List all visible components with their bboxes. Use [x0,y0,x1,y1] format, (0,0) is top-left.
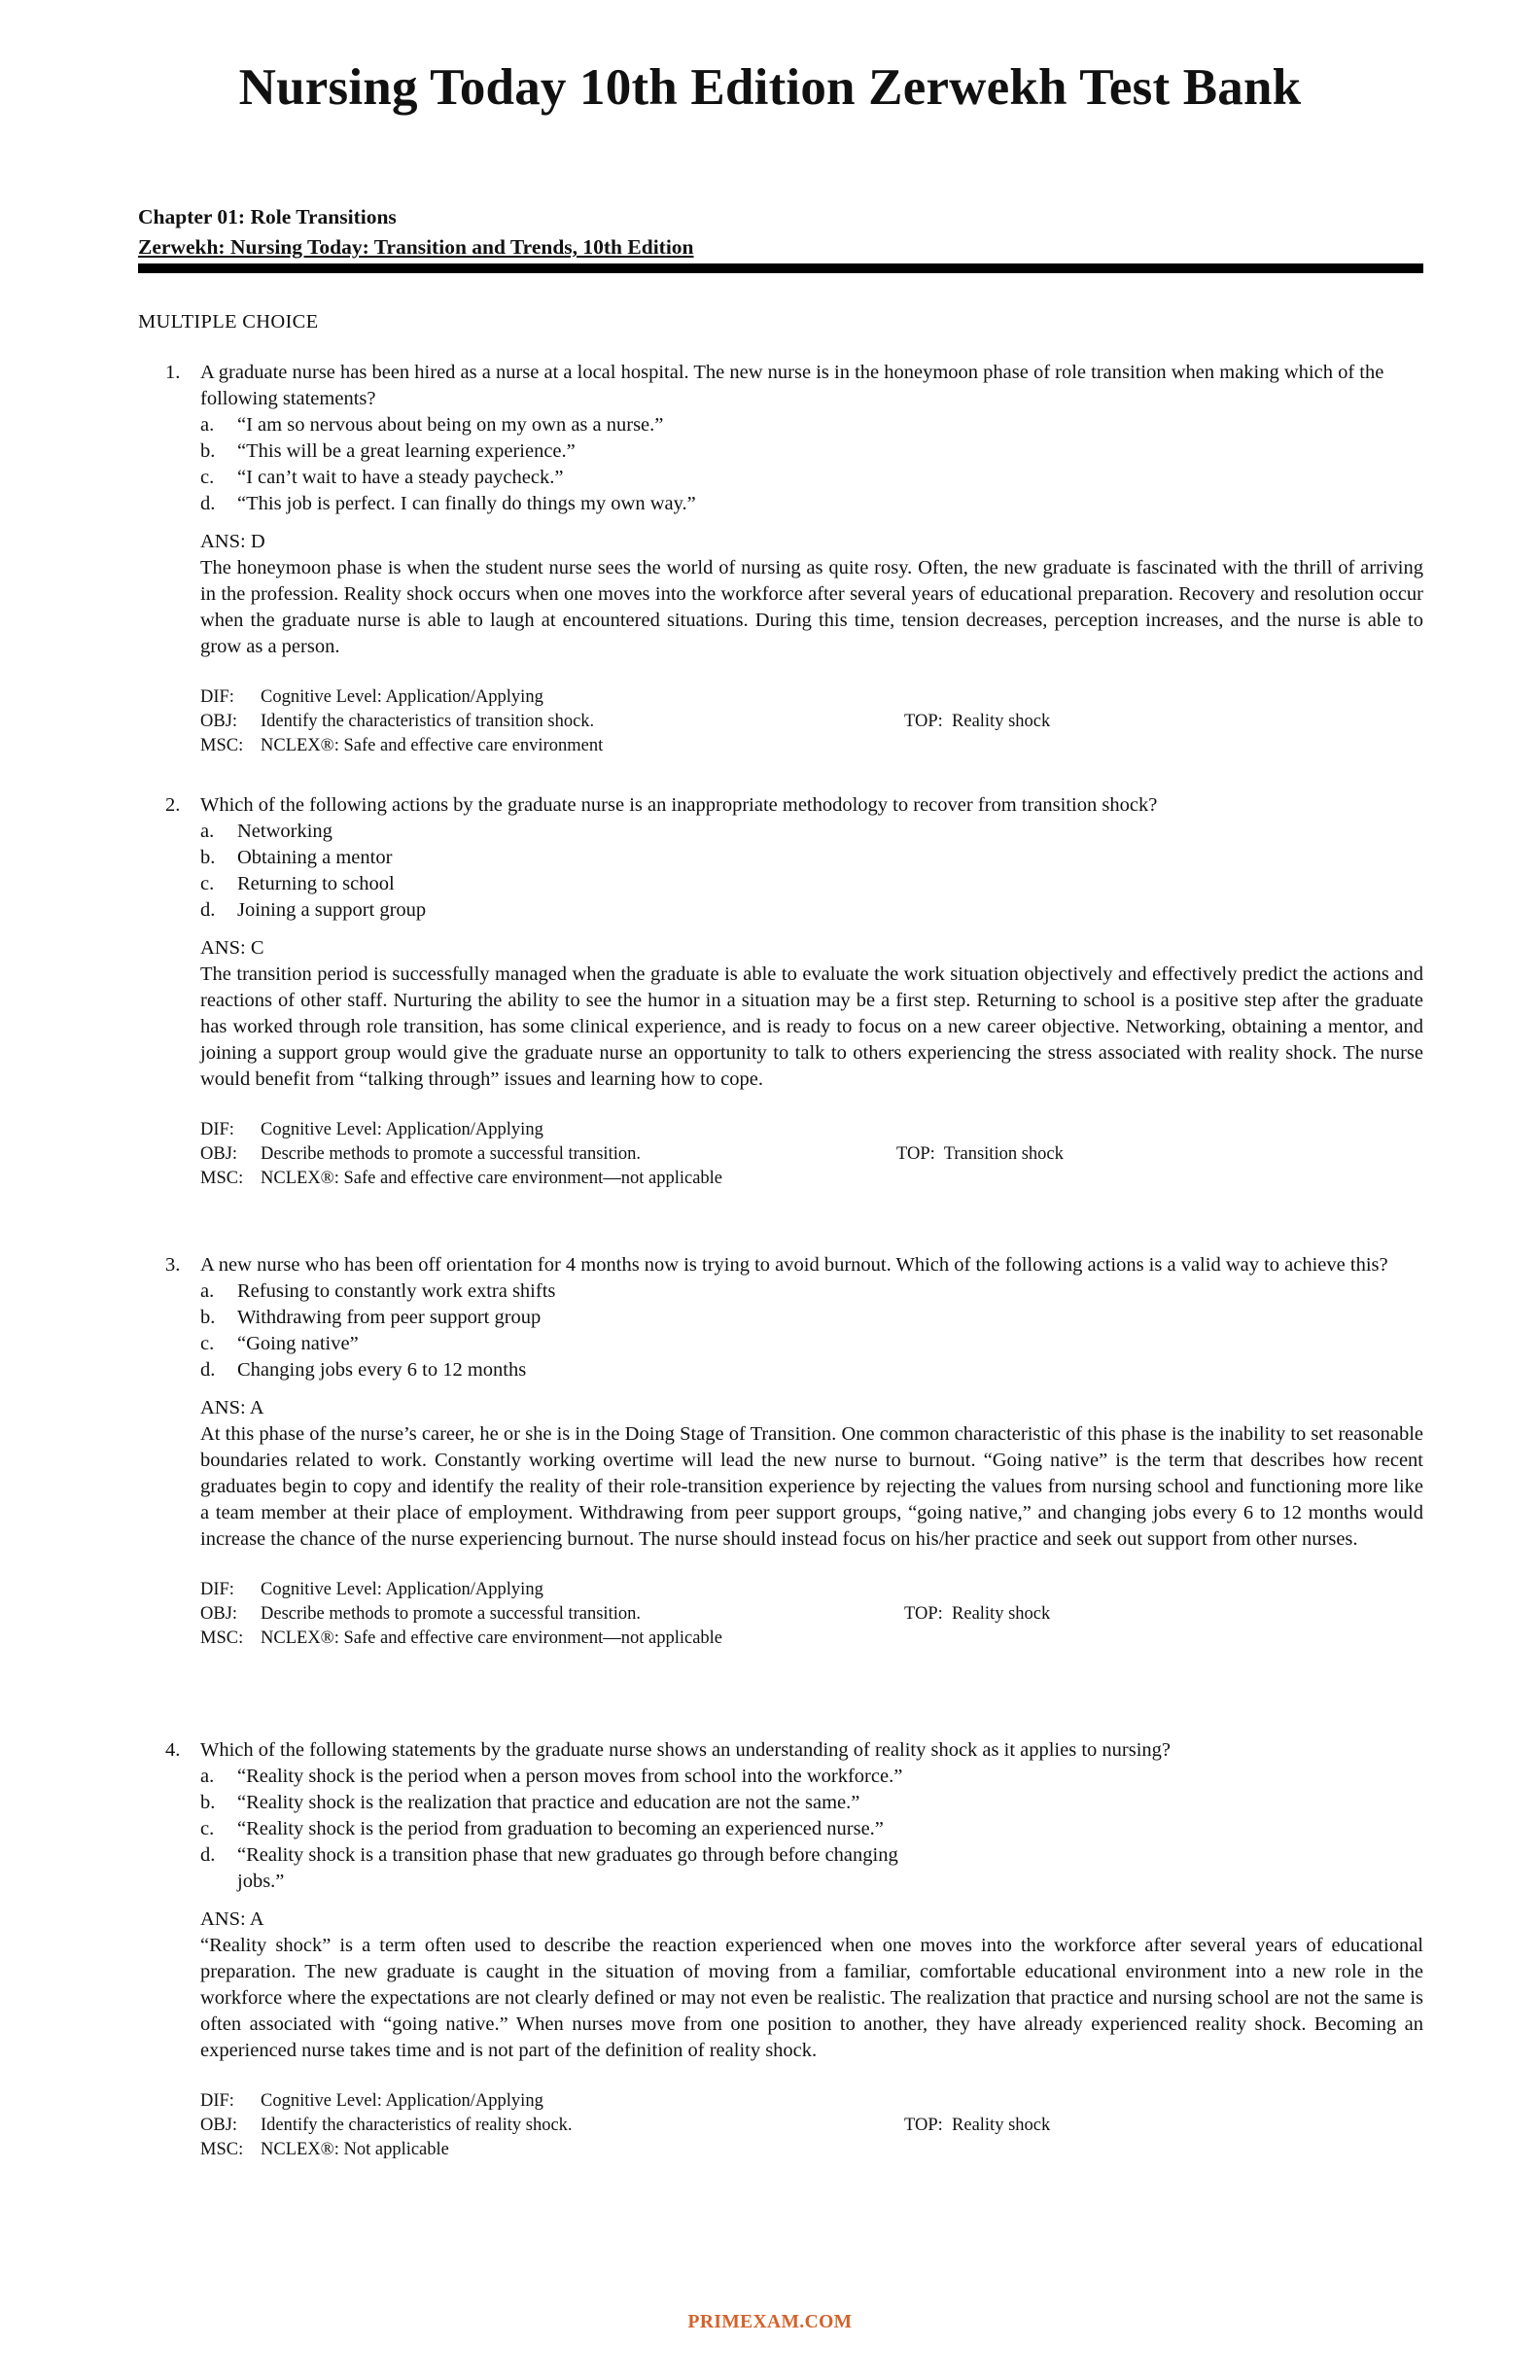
option-letter: a. [200,821,215,842]
footer-watermark-link[interactable]: PRIMEXAM.COM [687,2312,853,2332]
header-rule [138,263,1423,273]
obj-value: Identify the characteristics of reality shock. [261,2116,573,2135]
chapter-header [138,202,1421,262]
top-value: Reality shock [952,1604,1051,1624]
option-text: “I can’t wait to have a steady paycheck.” [237,467,564,488]
option-letter: d. [200,1359,216,1381]
answer-key: ANS: C [200,937,264,959]
option-text: “Reality shock is a transition phase that new graduates go through before changing jobs.” [237,1844,898,1892]
option-text: “I am so nervous about being on my own as a nurse.” [237,414,664,436]
option-letter: a. [200,1766,215,1787]
option-letter: d. [200,899,216,921]
msc-value: NCLEX®: Not applicable [261,2140,449,2159]
option-letter: b. [200,1792,216,1813]
option-a [200,1278,1423,1305]
option-text: Refusing to constantly work extra shifts [237,1280,556,1302]
obj-value: Identify the characteristics of transition shock. [261,712,595,731]
item-metadata [138,1118,1423,1191]
options-list [138,412,1423,517]
option-text: “This will be a great learning experience.” [237,440,576,462]
answer-key: ANS: A [200,1908,264,1930]
question-1 [138,360,1423,758]
question-number: 4. [165,1739,181,1761]
option-letter: b. [200,1307,216,1328]
top-label: TOP: [904,2116,943,2135]
rationale: The honeymoon phase is when the student nurse sees the world of nursing as quite rosy. Often, the new graduate is fascinated with the thrill of arriving in the profession. Reality shock occurs when one moves into the workforce after several years of educational preparation. Recovery and resolution occur when the graduate nurse is able to laugh at encountered situations. During this time, tension decreases, perception increases, and the nurse is able to grow as a person. [200,557,1423,657]
option-letter: a. [200,414,215,436]
option-c [200,871,1423,897]
section-heading: MULTIPLE CHOICE [138,311,319,332]
option-text: Returning to school [237,873,395,894]
rationale: At this phase of the nurse’s career, he or she is in the Doing Stage of Transition. One common characteristic of this phase is the inability to set reasonable boundaries related to work. Constantly working overtime will lead the new nurse to burnout. “Going native” is the term that describes how recent graduates begin to copy and identify the reality of their role-transition experience by rejecting the values from nursing school and functioning more like a team member at their place of employment. Withdrawing from peer support groups, “going native,” and changing jobs every 6 to 12 months would increase the chance of the nurse experiencing burnout. The nurse should instead focus on his/her practice and seek out support from other nurses. [200,1423,1423,1550]
option-text: “Going native” [237,1333,359,1354]
question-number: 1. [165,362,181,383]
option-text: Obtaining a mentor [237,847,393,868]
option-b [200,1790,1423,1816]
msc-label: MSC: [200,1169,244,1188]
answer-key: ANS: A [200,1397,264,1418]
option-letter: a. [200,1280,215,1302]
options-list [138,1764,1423,1895]
option-text: Changing jobs every 6 to 12 months [237,1359,527,1381]
dif-label: DIF: [200,2091,234,2111]
top-label: TOP: [904,712,943,731]
option-c [200,1331,1423,1357]
question-stem: Which of the following actions by the graduate nurse is an inappropriate methodology to recover from transition shock? [200,794,1158,816]
item-metadata [138,2089,1423,2162]
top-value: Reality shock [952,712,1051,731]
question-3 [138,1252,1423,1651]
option-d [200,1357,1423,1383]
question-4 [138,1737,1423,2162]
option-c [200,465,1423,491]
obj-value: Describe methods to promote a successful transition. [261,1144,641,1164]
question-2 [138,792,1423,1191]
msc-label: MSC: [200,2140,244,2159]
dif-label: DIF: [200,687,234,707]
page-title: Nursing Today 10th Edition Zerwekh Test Bank [238,59,1302,116]
option-letter: c. [200,873,215,894]
answer-key: ANS: D [200,531,265,552]
question-stem: A graduate nurse has been hired as a nurse at a local hospital. The new nurse is in the honeymoon phase of role transition when making which of the following statements? [200,362,1384,409]
question-number: 3. [165,1254,181,1276]
option-d [200,897,1423,924]
option-letter: c. [200,467,215,488]
obj-label: OBJ: [200,2116,238,2135]
obj-label: OBJ: [200,1604,238,1624]
option-d [200,1842,918,1895]
rationale: “Reality shock” is a term often used to describe the reaction experienced when one moves into the workforce after several years of educational preparation. The new graduate is caught in the situation of moving from a familiar, comfortable educational environment into a new role in the workforce where the expectations are not clearly defined or may not even be realistic. The realization that practice and nursing school are not the same is often associated with “going native.” When nurses move from one position to another, they have already experienced reality shock. Becoming an experienced nurse takes time and is not part of the definition of reality shock. [200,1935,1423,2061]
top-value: Transition shock [943,1144,1064,1164]
option-letter: d. [200,1844,216,1866]
dif-value: Cognitive Level: Application/Applying [261,687,543,707]
question-stem: Which of the following statements by the graduate nurse shows an understanding of reality shock as it applies to nursing? [200,1739,1172,1761]
option-a [200,412,1423,438]
dif-label: DIF: [200,1120,234,1139]
option-text: “This job is perfect. I can finally do things my own way.” [237,493,696,514]
option-a [200,819,1423,845]
item-metadata [138,1578,1423,1651]
option-b [200,1305,1423,1331]
option-d [200,491,1423,517]
option-text: Networking [237,821,332,842]
msc-label: MSC: [200,1628,244,1648]
option-text: Joining a support group [237,899,427,921]
top-label: TOP: [896,1144,935,1164]
dif-label: DIF: [200,1580,234,1599]
option-letter: c. [200,1818,215,1839]
options-list [138,1278,1423,1383]
option-a [200,1764,918,1790]
chapter-title: Chapter 01: Role Transitions [138,205,397,228]
msc-value: NCLEX®: Safe and effective care environment—not applicable [261,1628,723,1648]
question-stem: A new nurse who has been off orientation for 4 months now is trying to avoid burnout. Which of the following actions is a valid way to achieve this? [200,1254,1388,1276]
dif-value: Cognitive Level: Application/Applying [261,1580,543,1599]
option-text: “Reality shock is the period from graduation to becoming an experienced nurse.” [237,1818,884,1839]
msc-label: MSC: [200,736,244,755]
option-text: “Reality shock is the realization that practice and education are not the same.” [237,1792,860,1813]
book-title: Zerwekh: Nursing Today: Transition and Trends, 10th Edition [138,235,694,259]
dif-value: Cognitive Level: Application/Applying [261,1120,543,1139]
top-value: Reality shock [952,2116,1051,2135]
msc-value: NCLEX®: Safe and effective care environment [261,736,604,755]
option-letter: b. [200,440,216,462]
top-label: TOP: [904,1604,943,1624]
question-number: 2. [165,794,181,816]
obj-value: Describe methods to promote a successful transition. [261,1604,641,1624]
option-b [200,438,1423,465]
item-metadata [138,685,1423,758]
option-b [200,845,1423,871]
option-text: “Reality shock is the period when a person moves from school into the workforce.” [237,1766,903,1787]
option-letter: d. [200,493,216,514]
dif-value: Cognitive Level: Application/Applying [261,2091,543,2111]
msc-value: NCLEX®: Safe and effective care environment—not applicable [261,1169,723,1188]
option-c [200,1816,1423,1842]
obj-label: OBJ: [200,1144,238,1164]
option-letter: b. [200,847,216,868]
option-letter: c. [200,1333,215,1354]
options-list [138,819,1423,924]
obj-label: OBJ: [200,712,238,731]
option-text: Withdrawing from peer support group [237,1307,542,1328]
rationale: The transition period is successfully managed when the graduate is able to evaluate the work situation objectively and effectively predict the actions and reactions of other staff. Nurturing the ability to see the humor in a situation may be a first step. Returning to school is a positive step after the graduate has worked through role transition, has some clinical experience, and is ready to focus on a new career objective. Networking, obtaining a mentor, and joining a support group would give the graduate nurse an opportunity to talk to others experiencing the stress associated with reality shock. The nurse would benefit from “talking through” issues and learning how to cope. [200,963,1423,1090]
